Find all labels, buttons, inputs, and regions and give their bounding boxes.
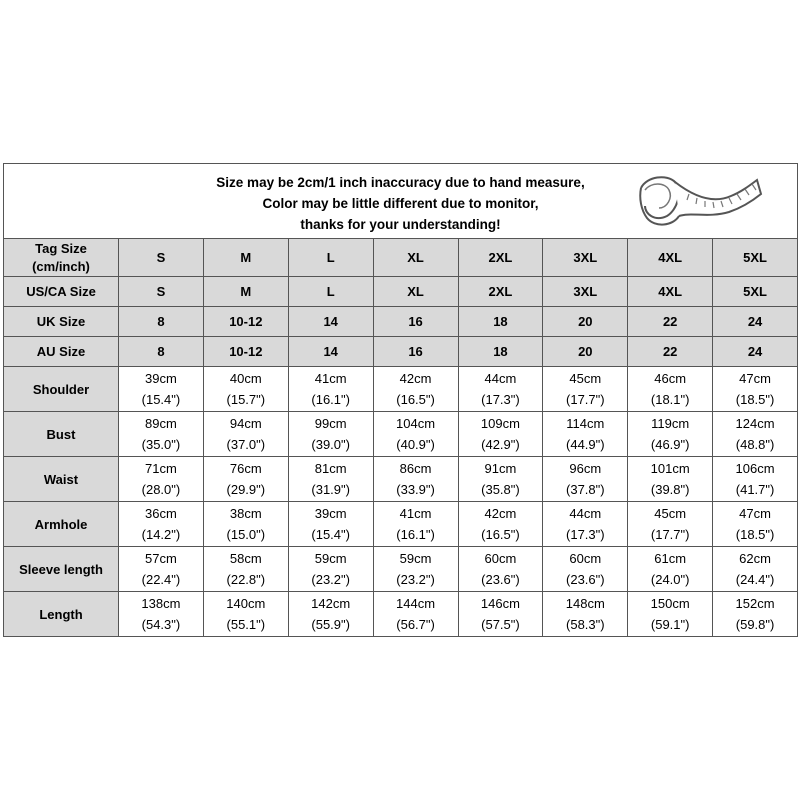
inch-value: (42.9")	[481, 437, 520, 452]
size-cell: 14	[288, 307, 373, 337]
inch-value: (35.0")	[141, 437, 181, 452]
cm-value: 36cm	[145, 506, 177, 521]
row-label: Length	[4, 592, 119, 637]
cm-value: 61cm	[654, 551, 687, 566]
cm-value: 40cm	[229, 371, 262, 386]
measurement-cell	[458, 457, 543, 502]
measurement-cell	[713, 547, 798, 592]
size-cell: M	[203, 239, 288, 277]
measurement-cell	[373, 502, 458, 547]
inch-value: (17.3")	[566, 527, 605, 542]
cm-value: 38cm	[229, 506, 262, 521]
measurement-cell	[628, 457, 713, 502]
measurement-cell	[373, 592, 458, 637]
measurement-cell	[373, 367, 458, 412]
measurement-cell	[543, 412, 628, 457]
size-cell: 20	[543, 337, 628, 367]
table-row	[4, 502, 798, 547]
row-label-line: Tag Size	[35, 240, 87, 256]
cm-value: 86cm	[399, 461, 432, 476]
measurement-cell	[458, 367, 543, 412]
size-cell: 2XL	[458, 277, 543, 307]
measurement-cell	[628, 502, 713, 547]
size-cell: 8	[119, 337, 204, 367]
inch-value: (17.3")	[481, 392, 520, 407]
row-label	[4, 239, 119, 277]
cm-value: 140cm	[226, 596, 266, 611]
inch-value: (56.7")	[396, 617, 435, 632]
table-row	[4, 412, 798, 457]
size-cell: 3XL	[543, 239, 628, 277]
inch-value: (18.5")	[735, 392, 775, 407]
size-cell: 4XL	[628, 239, 713, 277]
inch-value: (48.8")	[735, 437, 775, 452]
cm-value: 39cm	[145, 371, 177, 386]
table-row	[4, 457, 798, 502]
measurement-cell	[288, 592, 373, 637]
size-cell: S	[119, 239, 204, 277]
measurement-cell	[543, 502, 628, 547]
measurement-cell	[543, 367, 628, 412]
notice-line: thanks for your understanding!	[300, 217, 501, 232]
cm-value: 76cm	[229, 461, 262, 476]
measurement-cell	[713, 502, 798, 547]
inch-value: (14.2")	[141, 527, 181, 542]
inch-value: (54.3")	[141, 617, 181, 632]
cm-value: 59cm	[314, 551, 347, 566]
cm-value: 47cm	[739, 506, 771, 521]
inch-value: (55.9")	[311, 617, 350, 632]
inch-value: (23.6")	[481, 572, 520, 587]
cm-value: 47cm	[739, 371, 771, 386]
inch-value: (59.1")	[650, 617, 690, 632]
cm-value: 42cm	[399, 371, 432, 386]
size-chart	[3, 163, 798, 637]
chart-header	[3, 163, 798, 238]
measurement-cell	[543, 457, 628, 502]
measurement-cell	[458, 502, 543, 547]
cm-value: 45cm	[654, 506, 687, 521]
measurement-cell	[288, 412, 373, 457]
size-cell: 16	[373, 307, 458, 337]
inch-value: (39.0")	[311, 437, 350, 452]
cm-value: 146cm	[480, 596, 520, 611]
cm-value: 106cm	[735, 461, 775, 476]
cm-value: 109cm	[480, 416, 520, 431]
cm-value: 114cm	[566, 416, 605, 431]
measurement-cell	[458, 592, 543, 637]
row-label: Waist	[4, 457, 119, 502]
cm-value: 81cm	[314, 461, 347, 476]
row-label: Sleeve length	[4, 547, 119, 592]
inch-value: (24.0")	[650, 572, 690, 587]
size-cell: 5XL	[713, 277, 798, 307]
cm-value: 60cm	[484, 551, 517, 566]
size-cell: 20	[543, 307, 628, 337]
measurement-cell	[713, 367, 798, 412]
row-label: Armhole	[4, 502, 119, 547]
cm-value: 148cm	[565, 596, 605, 611]
inch-value: (24.4")	[735, 572, 775, 587]
measurement-cell	[713, 412, 798, 457]
cm-value: 57cm	[145, 551, 177, 566]
cm-value: 142cm	[311, 596, 351, 611]
measurement-cell	[119, 457, 204, 502]
cm-value: 44cm	[569, 506, 602, 521]
inch-value: (16.1")	[396, 527, 435, 542]
inch-value: (39.8")	[650, 482, 690, 497]
inch-value: (40.9")	[396, 437, 435, 452]
size-cell: 5XL	[713, 239, 798, 277]
cm-value: 101cm	[650, 461, 690, 476]
measurement-cell	[203, 367, 288, 412]
size-cell: 16	[373, 337, 458, 367]
measurement-cell	[628, 592, 713, 637]
size-cell: 10-12	[203, 307, 288, 337]
inch-value: (18.5")	[735, 527, 775, 542]
cm-value: 138cm	[141, 596, 181, 611]
measurement-cell	[119, 412, 204, 457]
cm-value: 41cm	[314, 371, 347, 386]
measurement-cell	[203, 502, 288, 547]
size-cell: XL	[373, 277, 458, 307]
inch-value: (15.4")	[141, 392, 181, 407]
size-cell: 24	[713, 337, 798, 367]
size-cell: 3XL	[543, 277, 628, 307]
cm-value: 94cm	[229, 416, 262, 431]
cm-value: 89cm	[145, 416, 177, 431]
inch-value: (23.2")	[311, 572, 350, 587]
inch-value: (23.6")	[566, 572, 605, 587]
table-row	[4, 367, 798, 412]
inch-value: (33.9")	[396, 482, 435, 497]
cm-value: 91cm	[484, 461, 517, 476]
inch-value: (57.5")	[481, 617, 520, 632]
measurement-cell	[713, 457, 798, 502]
size-cell: S	[119, 277, 204, 307]
inch-value: (31.9")	[311, 482, 350, 497]
cm-value: 104cm	[396, 416, 436, 431]
cm-value: 45cm	[569, 371, 602, 386]
measurement-cell	[288, 367, 373, 412]
inch-value: (58.3")	[566, 617, 605, 632]
measurement-cell	[373, 412, 458, 457]
cm-value: 39cm	[314, 506, 347, 521]
cm-value: 41cm	[399, 506, 432, 521]
cm-value: 44cm	[484, 371, 517, 386]
measurement-cell	[628, 412, 713, 457]
cm-value: 59cm	[399, 551, 432, 566]
measurement-cell	[288, 457, 373, 502]
size-cell: 24	[713, 307, 798, 337]
table-row	[4, 277, 798, 307]
cm-value: 124cm	[735, 416, 775, 431]
table-row	[4, 592, 798, 637]
size-cell: 18	[458, 307, 543, 337]
cm-value: 71cm	[145, 461, 177, 476]
inch-value: (15.7")	[226, 392, 266, 407]
cm-value: 150cm	[650, 596, 690, 611]
table-row	[4, 337, 798, 367]
cm-value: 96cm	[569, 461, 602, 476]
measurement-cell	[203, 412, 288, 457]
inch-value: (18.1")	[650, 392, 690, 407]
inch-value: (16.1")	[311, 392, 350, 407]
measurement-cell	[119, 547, 204, 592]
table-row	[4, 547, 798, 592]
measurement-cell	[119, 367, 204, 412]
size-cell: 10-12	[203, 337, 288, 367]
inch-value: (15.4")	[311, 527, 350, 542]
inch-value: (17.7")	[650, 527, 690, 542]
measuring-tape-icon	[633, 166, 763, 236]
size-cell: 2XL	[458, 239, 543, 277]
row-label: Bust	[4, 412, 119, 457]
row-label: Shoulder	[4, 367, 119, 412]
inch-value: (15.0")	[226, 527, 266, 542]
measurement-cell	[713, 592, 798, 637]
measurement-rows	[4, 367, 798, 637]
measurement-cell	[458, 547, 543, 592]
measurement-cell	[119, 502, 204, 547]
size-cell: 8	[119, 307, 204, 337]
measurement-cell	[373, 547, 458, 592]
inch-value: (29.9")	[226, 482, 266, 497]
cm-value: 42cm	[484, 506, 517, 521]
measurement-cell	[203, 547, 288, 592]
inch-value: (59.8")	[735, 617, 775, 632]
inch-value: (35.8")	[481, 482, 520, 497]
measurement-cell	[543, 547, 628, 592]
cm-value: 152cm	[735, 596, 775, 611]
table-row	[4, 239, 798, 277]
cm-value: 60cm	[569, 551, 602, 566]
measurement-cell	[288, 502, 373, 547]
measurement-cell	[543, 592, 628, 637]
inch-value: (37.8")	[566, 482, 605, 497]
table-row	[4, 307, 798, 337]
cm-value: 62cm	[739, 551, 771, 566]
inch-value: (46.9")	[650, 437, 690, 452]
size-cell: 4XL	[628, 277, 713, 307]
row-label-line: (cm/inch)	[32, 258, 90, 274]
cm-value: 144cm	[396, 596, 436, 611]
inch-value: (37.0")	[226, 437, 266, 452]
size-cell: XL	[373, 239, 458, 277]
size-cell: 14	[288, 337, 373, 367]
size-cell: L	[288, 277, 373, 307]
row-label: UK Size	[4, 307, 119, 337]
size-cell: 18	[458, 337, 543, 367]
measurement-cell	[288, 547, 373, 592]
inch-value: (17.7")	[566, 392, 605, 407]
inch-value: (55.1")	[226, 617, 266, 632]
measurement-cell	[203, 457, 288, 502]
inch-value: (28.0")	[141, 482, 181, 497]
measurement-cell	[628, 547, 713, 592]
cm-value: 46cm	[654, 371, 687, 386]
notice-line: Size may be 2cm/1 inch inaccuracy due to hand measure,	[216, 175, 585, 190]
inch-value: (44.9")	[566, 437, 605, 452]
size-cell: 22	[628, 307, 713, 337]
inch-value: (41.7")	[735, 482, 775, 497]
size-cell: 22	[628, 337, 713, 367]
inch-value: (23.2")	[396, 572, 435, 587]
size-table	[3, 238, 798, 637]
cm-value: 99cm	[314, 416, 347, 431]
measurement-cell	[373, 457, 458, 502]
cm-value: 119cm	[651, 416, 690, 431]
row-label: US/CA Size	[4, 277, 119, 307]
measurement-cell	[119, 592, 204, 637]
size-cell: L	[288, 239, 373, 277]
inch-value: (16.5")	[481, 527, 520, 542]
inch-value: (22.4")	[141, 572, 181, 587]
measurement-cell	[628, 367, 713, 412]
inch-value: (22.8")	[226, 572, 266, 587]
cm-value: 58cm	[229, 551, 262, 566]
measurement-cell	[458, 412, 543, 457]
measurement-cell	[203, 592, 288, 637]
inch-value: (16.5")	[396, 392, 435, 407]
notice-line: Color may be little different due to monitor,	[262, 196, 539, 211]
size-cell: M	[203, 277, 288, 307]
row-label: AU Size	[4, 337, 119, 367]
